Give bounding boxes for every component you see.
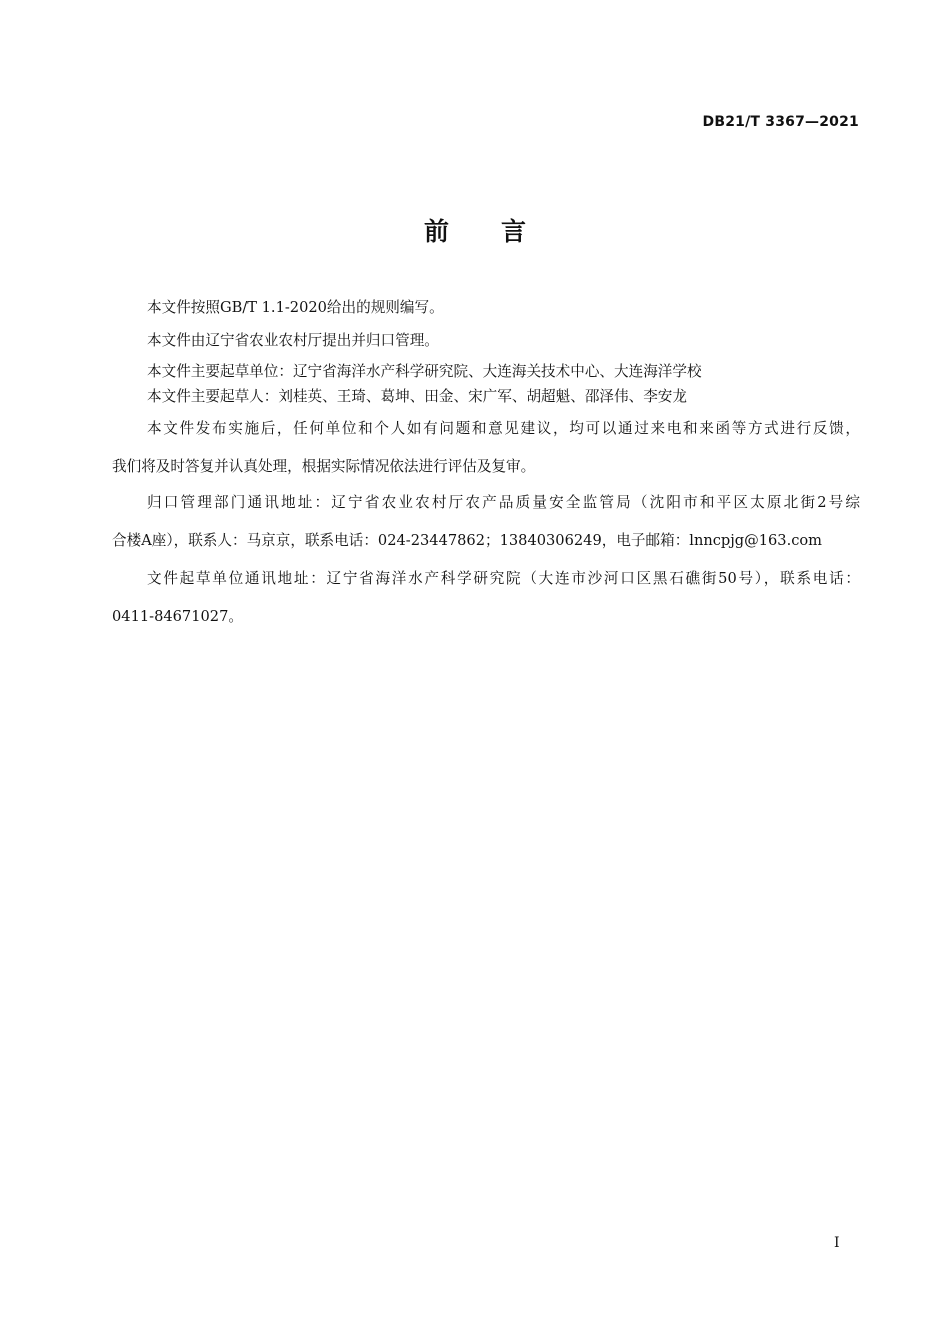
title-char-2: 言 <box>501 217 527 246</box>
document-code: DB21/T 3367—2021 <box>702 114 859 130</box>
paragraph-management-address-line-1: 归口管理部门通讯地址：辽宁省农业农村厅农产品质量安全监管局（沈阳市和平区太原北街2号综 <box>147 494 860 511</box>
title-char-1: 前 <box>423 217 449 246</box>
paragraph-proposer: 本文件由辽宁省农业农村厅提出并归口管理。 <box>147 332 439 349</box>
page-number: I <box>834 1235 840 1251</box>
paragraph-drafter-address-line-1: 文件起草单位通讯地址：辽宁省海洋水产科学研究院（大连市沙河口区黑石礁街50号），联系电话： <box>147 570 860 587</box>
paragraph-drafting-rules: 本文件按照GB/T 1.1-2020给出的规则编写。 <box>147 299 444 316</box>
page-title <box>0 212 950 248</box>
paragraph-drafter-address-line-2: 0411-84671027。 <box>112 608 243 625</box>
paragraph-feedback-line-1: 本文件发布实施后，任何单位和个人如有问题和意见建议，均可以通过来电和来函等方式进行反馈， <box>147 420 860 437</box>
paragraph-management-address-line-2: 合楼A座），联系人：马京京，联系电话：024-23447862；13840306249，电子邮箱：lnncpjg@163.com <box>112 532 823 549</box>
paragraph-drafters: 本文件主要起草人：刘桂英、王琦、葛坤、田金、宋广军、胡超魁、邵泽伟、李安龙 <box>147 388 687 405</box>
paragraph-feedback-line-2: 我们将及时答复并认真处理，根据实际情况依法进行评估及复审。 <box>112 458 536 475</box>
paragraph-drafting-units: 本文件主要起草单位：辽宁省海洋水产科学研究院、大连海关技术中心、大连海洋学校 <box>147 363 702 380</box>
